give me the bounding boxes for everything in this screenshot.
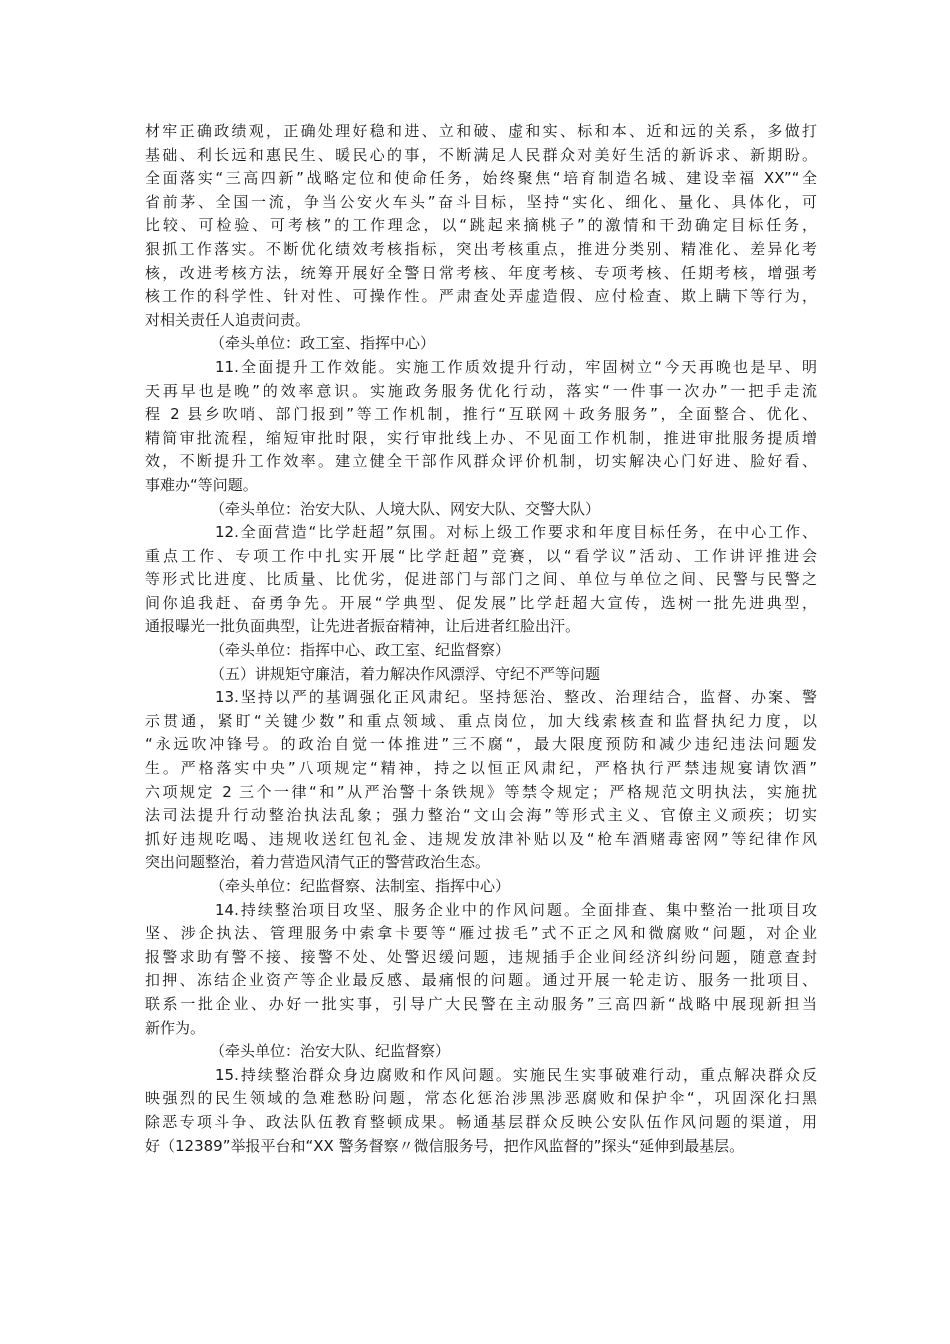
text-line: （牵头单位：指挥中心、政工室、纪监督察） xyxy=(210,641,511,660)
text-line: 映强烈的民生领域的急难愁盼问题，常态化惩治涉黑涉恶腐败和保护伞“，巩固深化扫黑 xyxy=(145,1089,817,1108)
text-line: 15.持续整治群众身边腐败和作风问题。实施民生实事破难行动，重点解决群众反 xyxy=(215,1065,817,1084)
text-line: 狠抓工作落实。不断优化绩效考核指标，突出考核重点，推进分类别、精准化、差异化考 xyxy=(145,239,817,258)
lead-unit-note xyxy=(145,639,817,663)
text-line: 效，不断提升工作效率。建立健全干部作风群众评价机制，切实解决心门好进、脸好看、 xyxy=(145,452,817,471)
paragraph xyxy=(145,899,817,1041)
text-line: 新作为。 xyxy=(145,1018,206,1037)
text-line: 14.持续整治项目攻坚、服务企业中的作风问题。全面排查、集中整治一批项目攻 xyxy=(215,900,817,919)
text-line: 天再早也是晚”的效率意识。实施政务服务优化行动，落实“一件事一次办”一把手走流 xyxy=(145,381,817,400)
text-line: 程 2 县乡吹哨、部门报到”等工作机制，推行“互联网＋政务服务”，全面整合、优化、 xyxy=(145,405,817,424)
text-line: 比较、可检验、可考核”的工作理念，以“跳起来摘桃子”的激情和干劲确定目标任务， xyxy=(145,216,817,235)
text-line: 通报曝光一批负面典型，让先进者振奋精神，让后进者红脸出汗。 xyxy=(145,617,581,636)
text-line: 核，改进考核方法，统筹开展好全警日常考核、年度考核、专项考核、任期考核，增强考 xyxy=(145,263,817,282)
text-line: 抓好违规吃喝、违规收送红包礼金、违规发放津补贴以及“枪车酒赌毒密网”等纪律作风 xyxy=(145,829,817,848)
text-line: 示贯通，紧盯“关键少数”和重点领域、重点岗位，加大线索核查和监督执纪力度，以 xyxy=(145,711,817,730)
text-line: 间你追我赶、奋勇争先。开展“学典型、促发展”比学赶超大宣传，选树一批先进典型， xyxy=(145,593,817,612)
text-line: 12.全面营造“比学赶超”氛围。对标上级工作要求和年度目标任务，在中心工作、 xyxy=(215,523,817,542)
paragraph xyxy=(145,686,817,875)
lead-unit-note xyxy=(145,1040,817,1064)
text-line: 事难办“等问题。 xyxy=(145,475,258,494)
lead-unit-note xyxy=(145,875,817,899)
text-line: 六项规定 2 三个一律“和”从严治警十条铁规》等禁令规定；严格规范文明执法，实施扰 xyxy=(145,782,817,801)
text-line: 突出问题整治，着力营造风清气正的警营政治生态。 xyxy=(145,853,491,872)
paragraph xyxy=(145,521,817,639)
text-line: 法司法提升行动整治执法乱象；强力整治“文山会海”等形式主义、官僚主义顽疾；切实 xyxy=(145,806,817,825)
lead-unit-note xyxy=(145,498,817,522)
text-line: 省前茅、全国一流，争当公安火车头”奋斗目标，坚持“实化、细化、量化、具体化，可 xyxy=(145,192,817,211)
text-line: 报警求助有警不接、接警不处、处警迟缓问题，违规插手企业间经济纠纷问题，随意查封 xyxy=(145,947,817,966)
text-line: 精简审批流程，缩短审批时限，实行审批线上办、不见面工作机制，推进审批服务提质增 xyxy=(145,428,817,447)
text-line: 生。严格落实中央”八项规定“精神，持之以恒正风肃纪，严格执行严禁违规宴请饮酒” xyxy=(145,759,817,778)
text-line: 13.坚持以严的基调强化正风肃纪。坚持惩治、整改、治理结合，监督、办案、警 xyxy=(215,688,817,707)
text-line: （牵头单位：纪监督察、法制室、指挥中心） xyxy=(210,877,511,895)
text-line: 坚、涉企执法、管理服务中索拿卡要等“雁过拔毛”式不正之风和微腐败“问题，对企业 xyxy=(145,924,817,943)
text-line: 重点工作、专项工作中扎实开展“比学赶超”竞赛，以“看学议”活动、工作讲评推进会 xyxy=(145,546,817,565)
paragraph xyxy=(145,120,817,332)
text-line: 全面落实“三高四新”战略定位和使命任务，始终聚焦“培育制造名城、建设幸福 XX”“全 xyxy=(145,169,817,188)
text-line: （牵头单位：政工室、指挥中心） xyxy=(210,334,436,353)
lead-unit-note xyxy=(145,663,817,687)
lead-unit-note xyxy=(145,332,817,356)
text-line: 基础、利长远和惠民生、暖民心的事，不断满足人民群众对美好生活的新诉求、新期盼。 xyxy=(145,145,817,164)
text-line: “永远吹冲锋号。的政治自觉一体推进”三不腐“，最大限度预防和减少违纪违法问题发 xyxy=(145,735,817,754)
paragraph xyxy=(145,356,817,498)
text-line: 好（12389”举报平台和“XX 警务督察〃微信服务号，把作风监督的”探头“延伸到最基层。 xyxy=(145,1136,745,1155)
text-line: 核工作的科学性、针对性、可操作性。严肃查处弄虚造假、应付检查、欺上瞒下等行为， xyxy=(145,287,817,306)
text-line: 11.全面提升工作效能。实施工作质效提升行动，牢固树立“今天再晚也是早、明 xyxy=(215,357,817,376)
text-line: （牵头单位：治安大队、人境大队、网安大队、交警大队） xyxy=(210,499,601,518)
text-line: 等形式比进度、比质量、比优劣，促进部门与部门之间、单位与单位之间、民警与民警之 xyxy=(145,570,817,589)
text-line: 除恶专项斗争、政法队伍教育整顿成果。畅通基层群众反映公安队伍作风问题的渠道，用 xyxy=(145,1112,817,1131)
text-line: 联系一批企业、办好一批实事，引导广大民警在主动服务”三高四新“战略中展现新担当 xyxy=(145,994,817,1013)
document-page xyxy=(145,120,817,1158)
text-line: （五）讲规矩守廉洁，着力解决作风漂浮、守纪不严等问题 xyxy=(210,664,601,683)
text-line: 材牢正确政绩观，正确处理好稳和进、立和破、虚和实、标和本、近和远的关系，多做打 xyxy=(145,122,817,140)
text-line: （牵头单位：治安大队、纪监督察） xyxy=(210,1042,451,1061)
text-line: 扣押、冻结企业资产等企业最反感、最痛恨的问题。通过开展一轮走访、服务一批项目、 xyxy=(145,971,817,990)
text-line: 对相关责任人追责问责。 xyxy=(145,310,311,329)
paragraph xyxy=(145,1064,817,1158)
